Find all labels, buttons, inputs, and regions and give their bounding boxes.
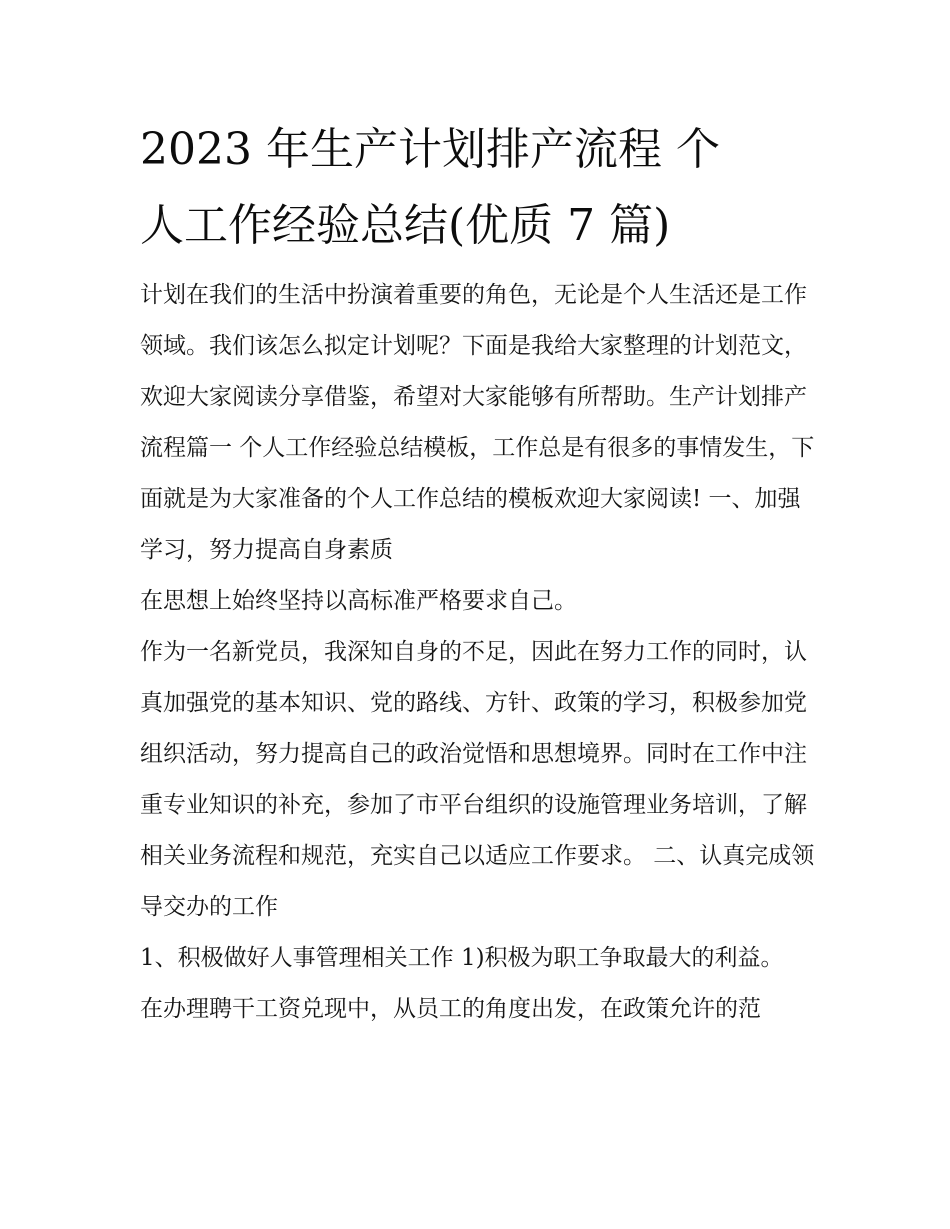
paragraph-thought: 在思想上始终坚持以高标准严格要求自己。	[140, 588, 577, 614]
paragraph-hr-work: 1、积极做好人事管理相关工作 1)积极为职工争取最大的利益。	[140, 945, 784, 971]
title-line-1: 2023 年生产计划排产流程 个	[140, 124, 720, 175]
document-body	[140, 112, 820, 1035]
paragraph-intro: 计划在我们的生活中扮演着重要的角色，无论是个人生活还是工作领域。我们该怎么拟定计划呢？下面是我给大家整理的计划范文，欢迎大家阅读分享借鉴，希望对大家能够有所帮助。生产计划排产流程篇一 个人工作经验总结模板，工作总是有很多的事情发生，下面就是为大家准备的个人工作总结的模板欢迎大家阅读! 一、加强学习，努力提高自身素质	[140, 282, 815, 563]
title-line-2: 人工作经验总结(优质 7 篇)	[140, 200, 671, 251]
paragraph-salary: 在办理聘干工资兑现中，从员工的角度出发，在政策允许的范	[140, 996, 761, 1022]
document-title	[140, 112, 820, 264]
paragraph-party-member: 作为一名新党员，我深知自身的不足，因此在努力工作的同时，认真加强党的基本知识、党的路线、方针、政策的学习，积极参加党组织活动，努力提高自己的政治觉悟和思想境界。同时在工作中注重专业知识的补充，参加了市平台组织的设施管理业务培训，了解相关业务流程和规范，充实自己以适应工作要求。 二、认真完成领导交办的工作	[140, 639, 815, 920]
